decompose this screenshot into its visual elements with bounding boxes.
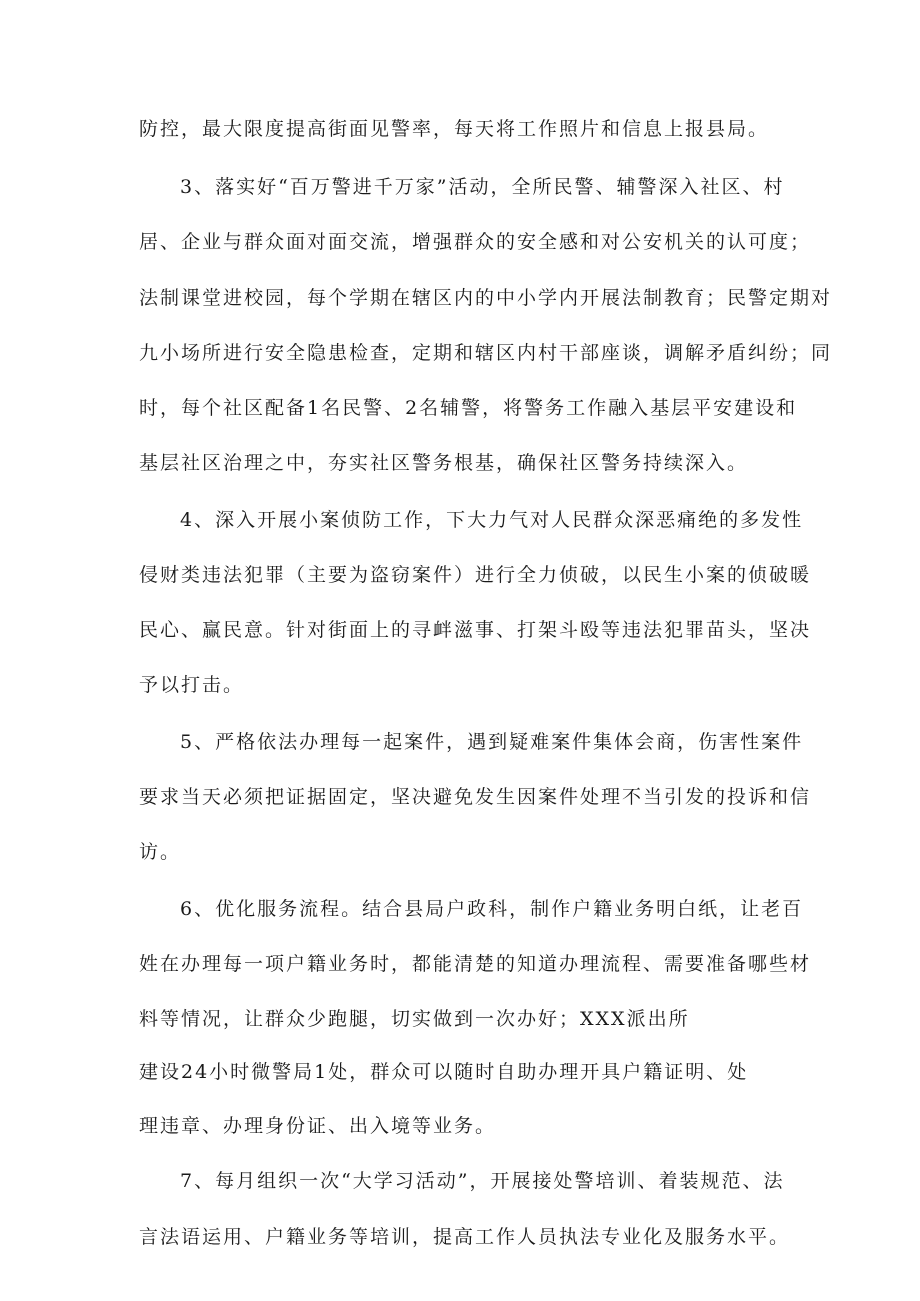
text-line: 防控，最大限度提高街面见警率，每天将工作照片和信息上报县局。: [139, 118, 770, 140]
text-line: 7、每月组织一次“大学习活动”，开展接处警培训、着装规范、法: [180, 1170, 785, 1192]
text-line: 基层社区治理之中，夯实社区警务根基，确保社区警务持续深入。: [139, 452, 749, 474]
text-line: 建设24小时微警局1处，群众可以随时自助办理开具户籍证明、处: [139, 1061, 749, 1083]
text-line: 法制课堂进校园，每个学期在辖区内的中小学内开展法制教育；民警定期对: [139, 287, 833, 309]
text-line: 言法语运用、户籍业务等培训，提高工作人员执法专业化及服务水平。: [139, 1226, 791, 1248]
text-line: 4、深入开展小案侦防工作，下大力气对人民群众深恶痛绝的多发性: [180, 509, 804, 531]
text-line: 姓在办理每一项户籍业务时，都能清楚的知道办理流程、需要准备哪些材: [139, 953, 812, 975]
text-line: 居、企业与群众面对面交流，增强群众的安全感和对公安机关的认可度；: [139, 231, 812, 253]
text-line: 侵财类违法犯罪（主要为盗窃案件）进行全力侦破，以民生小案的侦破暖: [139, 564, 812, 586]
text-line: 理违章、办理身份证、出入境等业务。: [139, 1115, 497, 1137]
text-line: 予以打击。: [139, 674, 245, 696]
text-line: 6、优化服务流程。结合县局户政科，制作户籍业务明白纸，让老百: [180, 898, 804, 920]
text-line: 九小场所进行安全隐患检查，定期和辖区内村干部座谈，调解矛盾纠纷；同: [139, 342, 833, 364]
text-line: 访。: [139, 841, 182, 863]
text-line: 民心、赢民意。针对街面上的寻衅滋事、打架斗殴等违法犯罪苗头，坚决: [139, 619, 812, 641]
text-line: 要求当天必须把证据固定，坚决避免发生因案件处理不当引发的投诉和信: [139, 786, 812, 808]
text-line: 3、落实好“百万警进千万家”活动，全所民警、辅警深入社区、村: [180, 176, 785, 198]
text-line: 5、严格依法办理每一起案件，遇到疑难案件集体会商，伤害性案件: [180, 731, 804, 753]
text-line: 时，每个社区配备1名民警、2名辅警，将警务工作融入基层平安建设和: [139, 397, 798, 419]
text-line: 料等情况，让群众少跑腿，切实做到一次办好；XXX派出所: [139, 1008, 690, 1030]
